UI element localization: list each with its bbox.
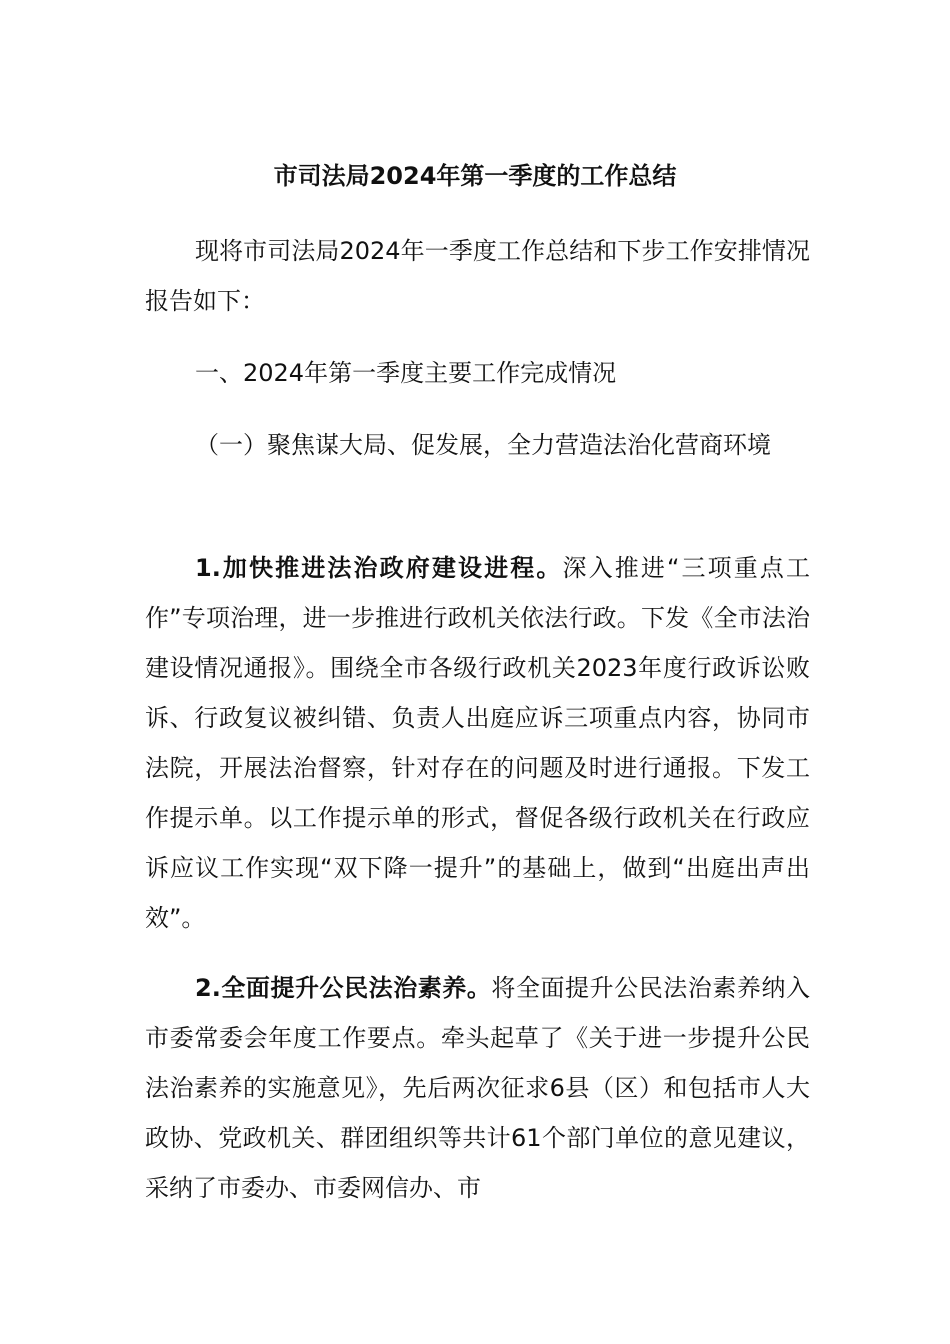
section-heading: 一、2024年第一季度主要工作完成情况 (195, 359, 617, 387)
item-1-lead: 1.加快推进法治政府建设进程。 (195, 554, 563, 582)
item-2-lead: 2.全面提升公民法治素养。 (195, 974, 492, 1002)
item-2-paragraph (145, 963, 810, 1213)
item-1-body: 深入推进“三项重点工作”专项治理，进一步推进行政机关依法行政。下发《全市法治建设情况通报》。围绕全市各级行政机关2023年度行政诉讼败诉、行政复议被纠错、负责人出庭应诉三项重点内容，协同市法院，开展法治督察，针对存在的问题及时进行通报。下发工作提示单。以工作提示单的形式，督促各级行政机关在行政应诉应议工作实现“双下降一提升”的基础上，做到“出庭出声出效”。 (145, 554, 810, 932)
document-title: 市司法局2024年第一季度的工作总结 (273, 162, 677, 190)
item-2-body: 将全面提升公民法治素养纳入市委常委会年度工作要点。牵头起草了《关于进一步提升公民法治素养的实施意见》，先后两次征求6县（区）和包括市人大政协、党政机关、群团组织等共计61个部门单位的意见建议，采纳了市委办、市委网信办、市 (145, 974, 810, 1202)
item-1-paragraph (145, 543, 810, 943)
subsection-heading: （一）聚焦谋大局、促发展，全力营造法治化营商环境 (195, 431, 771, 459)
intro-paragraph: 现将市司法局2024年一季度工作总结和下步工作安排情况报告如下： (145, 237, 810, 315)
